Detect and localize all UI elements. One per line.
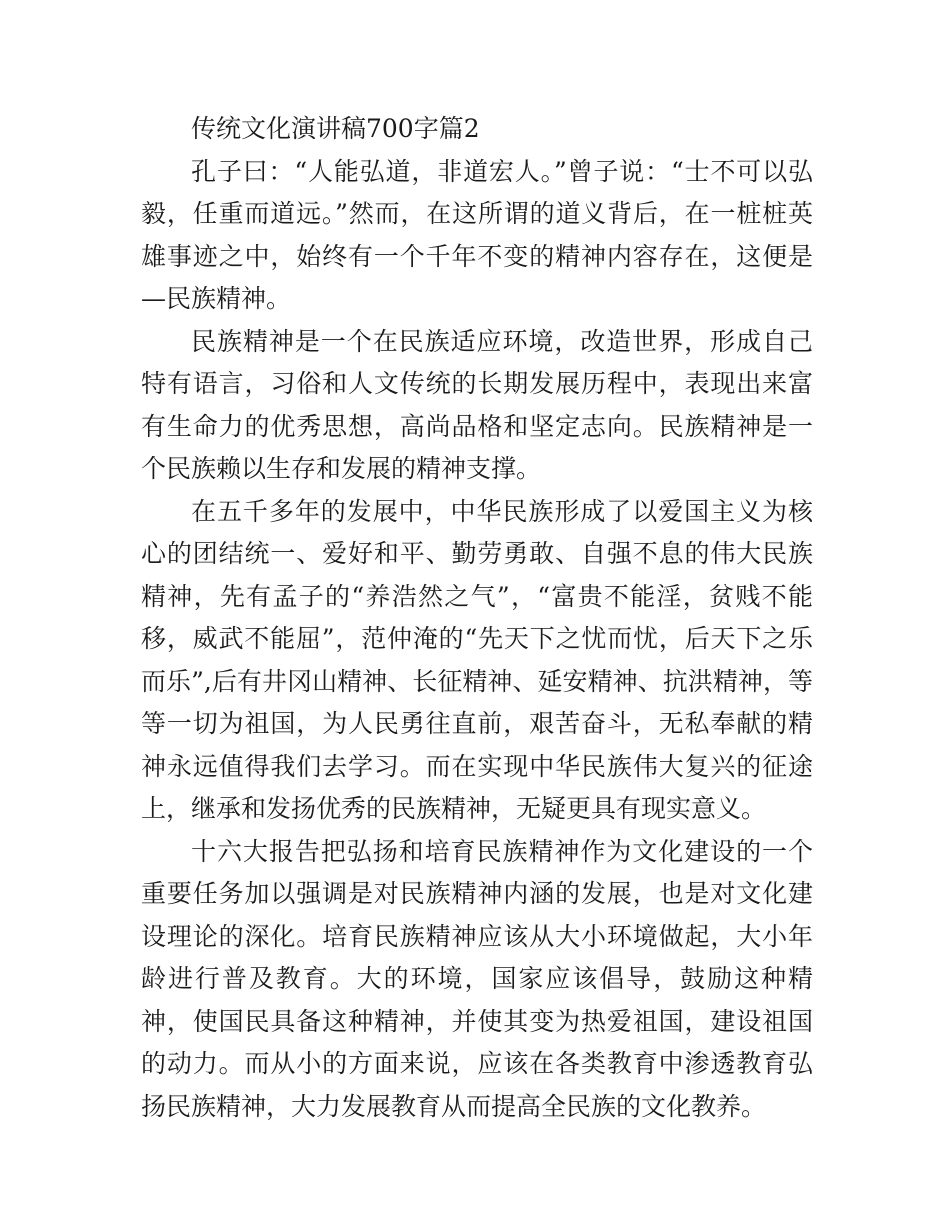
document-title: 传统文化演讲稿700字篇2 <box>191 114 480 143</box>
paragraph-3: 在五千多年的发展中，中华民族形成了以爱国主义为核心的团结统一、爱好和平、勤劳勇敢、自强不息的伟大民族精神，先有孟子的“养浩然之气”，“富贵不能淫，贫贱不能移，威武不能屈”，范仲淹的“先天下之忧而忧，后天下之乐而乐”,后有井冈山精神、长征精神、延安精神、抗洪精神，等等一切为祖国，为人民勇往直前，艰苦奋斗，无私奉献的精神永远值得我们去学习。而在实现中华民族伟大复兴的征途上，继承和发扬优秀的民族精神，无疑更具有现实意义。 <box>141 496 813 823</box>
paragraph-2: 民族精神是一个在民族适应环境，改造世界，形成自己特有语言，习俗和人文传统的长期发展历程中，表现出来富有生命力的优秀思想，高尚品格和坚定志向。民族精神是一个民族赖以生存和发展的精神支撑。 <box>141 326 813 483</box>
document-body <box>141 108 813 1128</box>
paragraph-4: 十六大报告把弘扬和培育民族精神作为文化建设的一个重要任务加以强调是对民族精神内涵的发展，也是对文化建设理论的深化。培育民族精神应该从大小环境做起，大小年龄进行普及教育。大的环境，国家应该倡导，鼓励这种精神，使国民具备这种精神，并使其变为热爱祖国，建设祖国的动力。而从小的方面来说，应该在各类教育中渗透教育弘扬民族精神，大力发展教育从而提高全民族的文化教养。 <box>141 836 813 1121</box>
paragraph-1: 孔子曰：“人能弘道，非道宏人。”曾子说：“士不可以弘毅，任重而道远。”然而，在这所谓的道义背后，在一桩桩英雄事迹之中，始终有一个千年不变的精神内容存在，这便是—民族精神。 <box>141 156 813 313</box>
